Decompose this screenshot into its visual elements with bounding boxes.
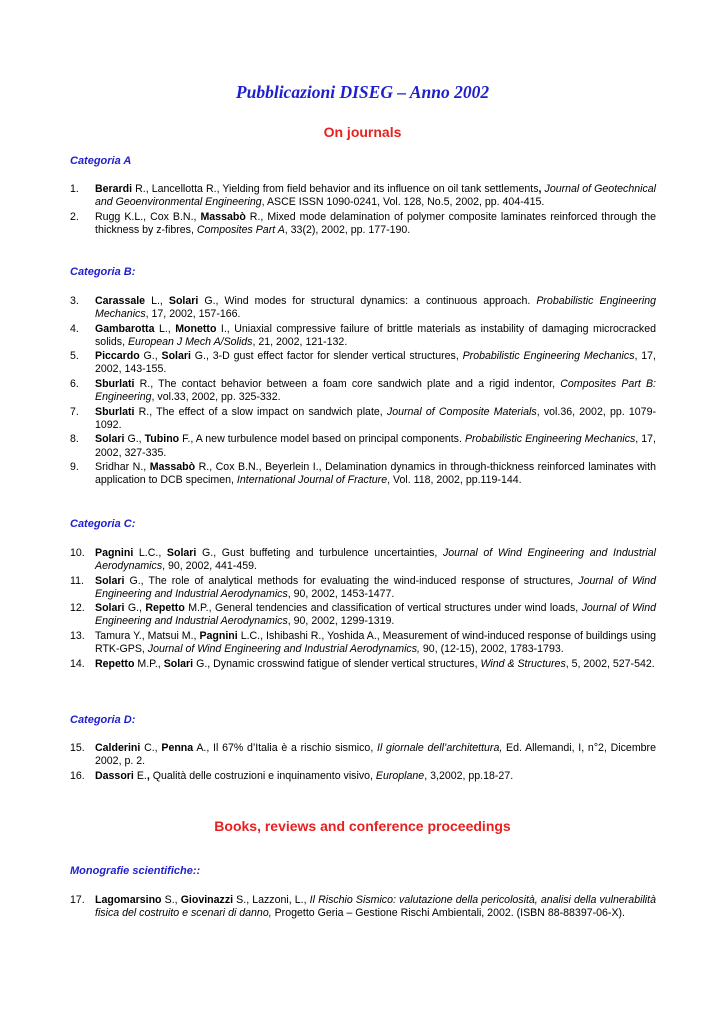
publication-entry bbox=[70, 406, 656, 432]
publication-entry bbox=[70, 742, 656, 768]
entry-number: 3. bbox=[70, 295, 79, 307]
publication-entry bbox=[70, 547, 656, 573]
author-name: Repetto bbox=[145, 602, 185, 615]
publication-entry bbox=[70, 378, 656, 404]
entry-text: , 17, 2002, 157-166. bbox=[145, 308, 241, 321]
author-name: Dassori bbox=[95, 769, 134, 782]
entry-list-b bbox=[70, 295, 656, 489]
publication-entry bbox=[70, 630, 656, 656]
journal-title: Journal of Wind Engineering and Industrial Aerodynamics bbox=[95, 547, 656, 573]
entry-text: M.P., bbox=[134, 657, 164, 670]
author-name: Monetto bbox=[175, 322, 217, 335]
author-name: Solari bbox=[168, 295, 199, 307]
entry-number: 2. bbox=[70, 210, 79, 223]
entry-text: , 90, 2002, 1299-1319. bbox=[287, 615, 395, 628]
journal-title: Journal of Composite Materials bbox=[386, 405, 537, 418]
entry-text: R., The effect of a slow impact on sandwich plate, bbox=[134, 405, 387, 418]
publication-entry bbox=[70, 295, 656, 321]
author-name: Repetto bbox=[95, 657, 135, 670]
entry-text: S., Lazzoni, L., bbox=[233, 894, 310, 906]
entry-text: , 3,2002, pp.18-27. bbox=[424, 769, 514, 782]
author-name: Solari bbox=[166, 547, 197, 559]
journal-title: Il Rischio Sismico: valutazione della pericolosità, analisi della vulnerabilità fisica del costruito e scenari di danno, bbox=[95, 894, 656, 920]
entry-text: G., The role of analytical methods for evaluating the wind-induced response of structures, bbox=[124, 574, 579, 587]
entry-text: , vol.36, 2002, pp. 1079-1092. bbox=[95, 405, 656, 431]
author-name: Pagnini bbox=[95, 547, 134, 559]
author-name: Solari bbox=[95, 433, 125, 446]
entry-number: 1. bbox=[70, 183, 79, 195]
entry-text: , 17, 2002, 143-155. bbox=[95, 350, 656, 376]
entry-list-monografie bbox=[70, 894, 656, 922]
author-name: Tubino bbox=[144, 433, 180, 446]
journal-title: European J Mech A/Solids bbox=[127, 335, 253, 348]
journal-title: Composites Part B: Engineering bbox=[95, 378, 656, 404]
entry-text: S., bbox=[161, 894, 181, 906]
entry-text: Progetto Geria – Gestione Rischi Ambientali, 2002. (ISBN 88-88397-06-X). bbox=[271, 907, 625, 920]
entry-text: Qualità delle costruzioni e inquinamento visivo, bbox=[149, 769, 376, 782]
entry-text: , 33(2), 2002, pp. 177-190. bbox=[284, 223, 411, 236]
author-name: Carassale bbox=[95, 295, 146, 307]
entry-text: E. bbox=[133, 769, 147, 782]
entry-text: G., Dynamic crosswind fatigue of slender vertical structures, bbox=[193, 657, 481, 670]
entry-number: 9. bbox=[70, 461, 79, 474]
journal-title: Probabilistic Engineering Mechanics bbox=[464, 433, 636, 446]
author-name: Solari bbox=[95, 574, 125, 587]
entry-number: 4. bbox=[70, 322, 79, 335]
journal-title: Journal of Wind Engineering and Industrial Aerodynamics, bbox=[147, 643, 420, 656]
entry-text: , 90, 2002, 1453-1477. bbox=[287, 587, 395, 600]
entry-text: , 90, 2002, 441-459. bbox=[162, 560, 257, 573]
author-name: , bbox=[538, 183, 542, 195]
entry-number: 17. bbox=[70, 894, 85, 906]
publication-entry bbox=[70, 602, 656, 628]
author-name: Sburlati bbox=[95, 378, 135, 391]
author-name: Penna bbox=[161, 742, 194, 754]
journal-title: International Journal of Fracture bbox=[236, 474, 388, 487]
entry-text: G., bbox=[124, 602, 146, 615]
entry-text: L., bbox=[154, 322, 176, 335]
entry-text: A., Il 67% d’Italia è a rischio sismico, bbox=[193, 742, 378, 754]
entry-number: 12. bbox=[70, 602, 85, 615]
entry-text: R., Mixed mode delamination of polymer composite laminates reinforced through the thickness by z-fibres, bbox=[95, 210, 656, 236]
publication-entry bbox=[70, 433, 656, 459]
entry-number: 7. bbox=[70, 405, 79, 418]
author-name: Berardi bbox=[95, 183, 133, 195]
entry-text: , 5, 2002, 527-542. bbox=[565, 657, 655, 670]
author-name: Solari bbox=[161, 350, 191, 363]
author-name: , bbox=[146, 769, 150, 782]
entry-number: 5. bbox=[70, 350, 79, 363]
publication-entry bbox=[70, 323, 656, 349]
entry-text: R., Lancellotta R., Yielding from field behavior and its influence on oil tank settlements bbox=[132, 183, 539, 195]
publication-entry bbox=[70, 658, 656, 671]
section-heading-journals: On journals bbox=[323, 124, 402, 140]
author-name: Solari bbox=[95, 602, 125, 615]
monografie-heading: Monografie scientifiche:: bbox=[70, 865, 201, 877]
category-c-heading: Categoria C: bbox=[70, 518, 136, 530]
entry-list-d bbox=[70, 742, 656, 784]
journal-title: Europlane bbox=[375, 769, 425, 782]
entry-number: 16. bbox=[70, 769, 85, 782]
entry-list-c bbox=[70, 547, 656, 672]
entry-text: , vol.33, 2002, pp. 325-332. bbox=[151, 391, 281, 404]
publication-entry bbox=[70, 350, 656, 376]
entry-text: Ed. Allemandi, I, n°2, Dicembre 2002, p. 2. bbox=[95, 742, 656, 768]
entry-text: G., 3-D gust effect factor for slender vertical structures, bbox=[190, 350, 463, 363]
entry-list-a bbox=[70, 183, 656, 238]
entry-text: , Vol. 118, 2002, pp.119-144. bbox=[387, 474, 522, 487]
entry-number: 10. bbox=[70, 547, 85, 559]
entry-text: I., Uniaxial compressive failure of brittle materials as instability of damaging microcracked solids, bbox=[95, 322, 656, 348]
journal-title: Wind & Structures bbox=[480, 657, 566, 670]
entry-text: , ASCE ISSN 1090-0241, Vol. 128, No.5, 2002, pp. 404-415. bbox=[261, 196, 545, 209]
entry-text: G., bbox=[124, 433, 145, 446]
entry-text: Sridhar N., bbox=[95, 461, 150, 474]
category-a-heading: Categoria A bbox=[70, 155, 132, 167]
publication-entry bbox=[70, 770, 656, 783]
journal-title: Journal of Geotechnical and Geoenvironmental Engineering bbox=[95, 183, 656, 209]
section-heading-books: Books, reviews and conference proceedings bbox=[214, 818, 511, 834]
entry-number: 13. bbox=[70, 630, 85, 643]
entry-text: L.C., bbox=[133, 547, 167, 559]
entry-text: L.C., Ishibashi R., Yoshida A., Measurement of wind-induced response of buildings using RTK-GPS, bbox=[95, 630, 656, 656]
entry-number: 6. bbox=[70, 378, 79, 391]
entry-text: C., bbox=[140, 742, 162, 754]
entry-number: 11. bbox=[70, 574, 84, 587]
category-d-heading: Categoria D: bbox=[70, 714, 136, 726]
journal-title: Probabilistic Engineering Mechanics bbox=[462, 350, 635, 363]
entry-text: F., A new turbulence model based on principal components. bbox=[179, 433, 465, 446]
author-name: Lagomarsino bbox=[95, 894, 162, 906]
publication-entry bbox=[70, 894, 656, 920]
publication-entry bbox=[70, 211, 656, 237]
author-name: Piccardo bbox=[95, 350, 140, 363]
author-name: Massabò bbox=[200, 210, 246, 223]
entry-text: G., Gust buffeting and turbulence uncertainties, bbox=[196, 547, 443, 559]
publication-entry bbox=[70, 183, 656, 209]
journal-title: Journal of Wind Engineering and Industrial Aerodynamics bbox=[95, 574, 656, 600]
entry-text: , 17, 2002, 327-335. bbox=[95, 433, 656, 459]
page-title: Pubblicazioni DISEG – Anno 2002 bbox=[235, 82, 490, 102]
journal-title: Journal of Wind Engineering and Industrial Aerodynamics bbox=[95, 602, 657, 628]
entry-text: L., bbox=[145, 295, 169, 307]
publication-entry bbox=[70, 575, 656, 601]
entry-text: G., Wind modes for structural dynamics: a continuous approach. bbox=[198, 295, 537, 307]
journal-title: Composites Part A bbox=[196, 223, 285, 236]
entry-text: M.P., General tendencies and classification of vertical structures under wind loads, bbox=[184, 602, 582, 615]
author-name: Solari bbox=[163, 657, 194, 670]
journal-title: Il giornale dell’architettura, bbox=[377, 742, 503, 754]
entry-number: 14. bbox=[70, 657, 85, 670]
category-b-heading: Categoria B: bbox=[70, 266, 136, 278]
entry-text: Tamura Y., Matsui M., bbox=[95, 630, 200, 643]
author-name: Sburlati bbox=[95, 405, 135, 418]
journal-title: Probabilistic Engineering Mechanics bbox=[95, 295, 656, 321]
entry-number: 8. bbox=[70, 433, 79, 446]
entry-text: 90, (12-15), 2002, 1783-1793. bbox=[419, 643, 564, 656]
entry-text: R., The contact behavior between a foam core sandwich plate and a rigid indentor, bbox=[134, 378, 561, 391]
author-name: Gambarotta bbox=[95, 322, 155, 335]
author-name: Giovinazzi bbox=[180, 894, 234, 906]
author-name: Massabò bbox=[149, 461, 196, 474]
entry-text: , 21, 2002, 121-132. bbox=[252, 335, 348, 348]
author-name: Calderini bbox=[95, 742, 141, 754]
author-name: Pagnini bbox=[199, 630, 238, 643]
entry-text: R., Cox B.N., Beyerlein I., Delamination dynamics in through-thickness reinforced laminates with application to DCB specimen, bbox=[95, 461, 656, 487]
entry-text: G., bbox=[139, 350, 162, 363]
entry-text: Rugg K.L., Cox B.N., bbox=[95, 210, 201, 223]
publication-entry bbox=[70, 461, 656, 487]
entry-number: 15. bbox=[70, 742, 85, 754]
